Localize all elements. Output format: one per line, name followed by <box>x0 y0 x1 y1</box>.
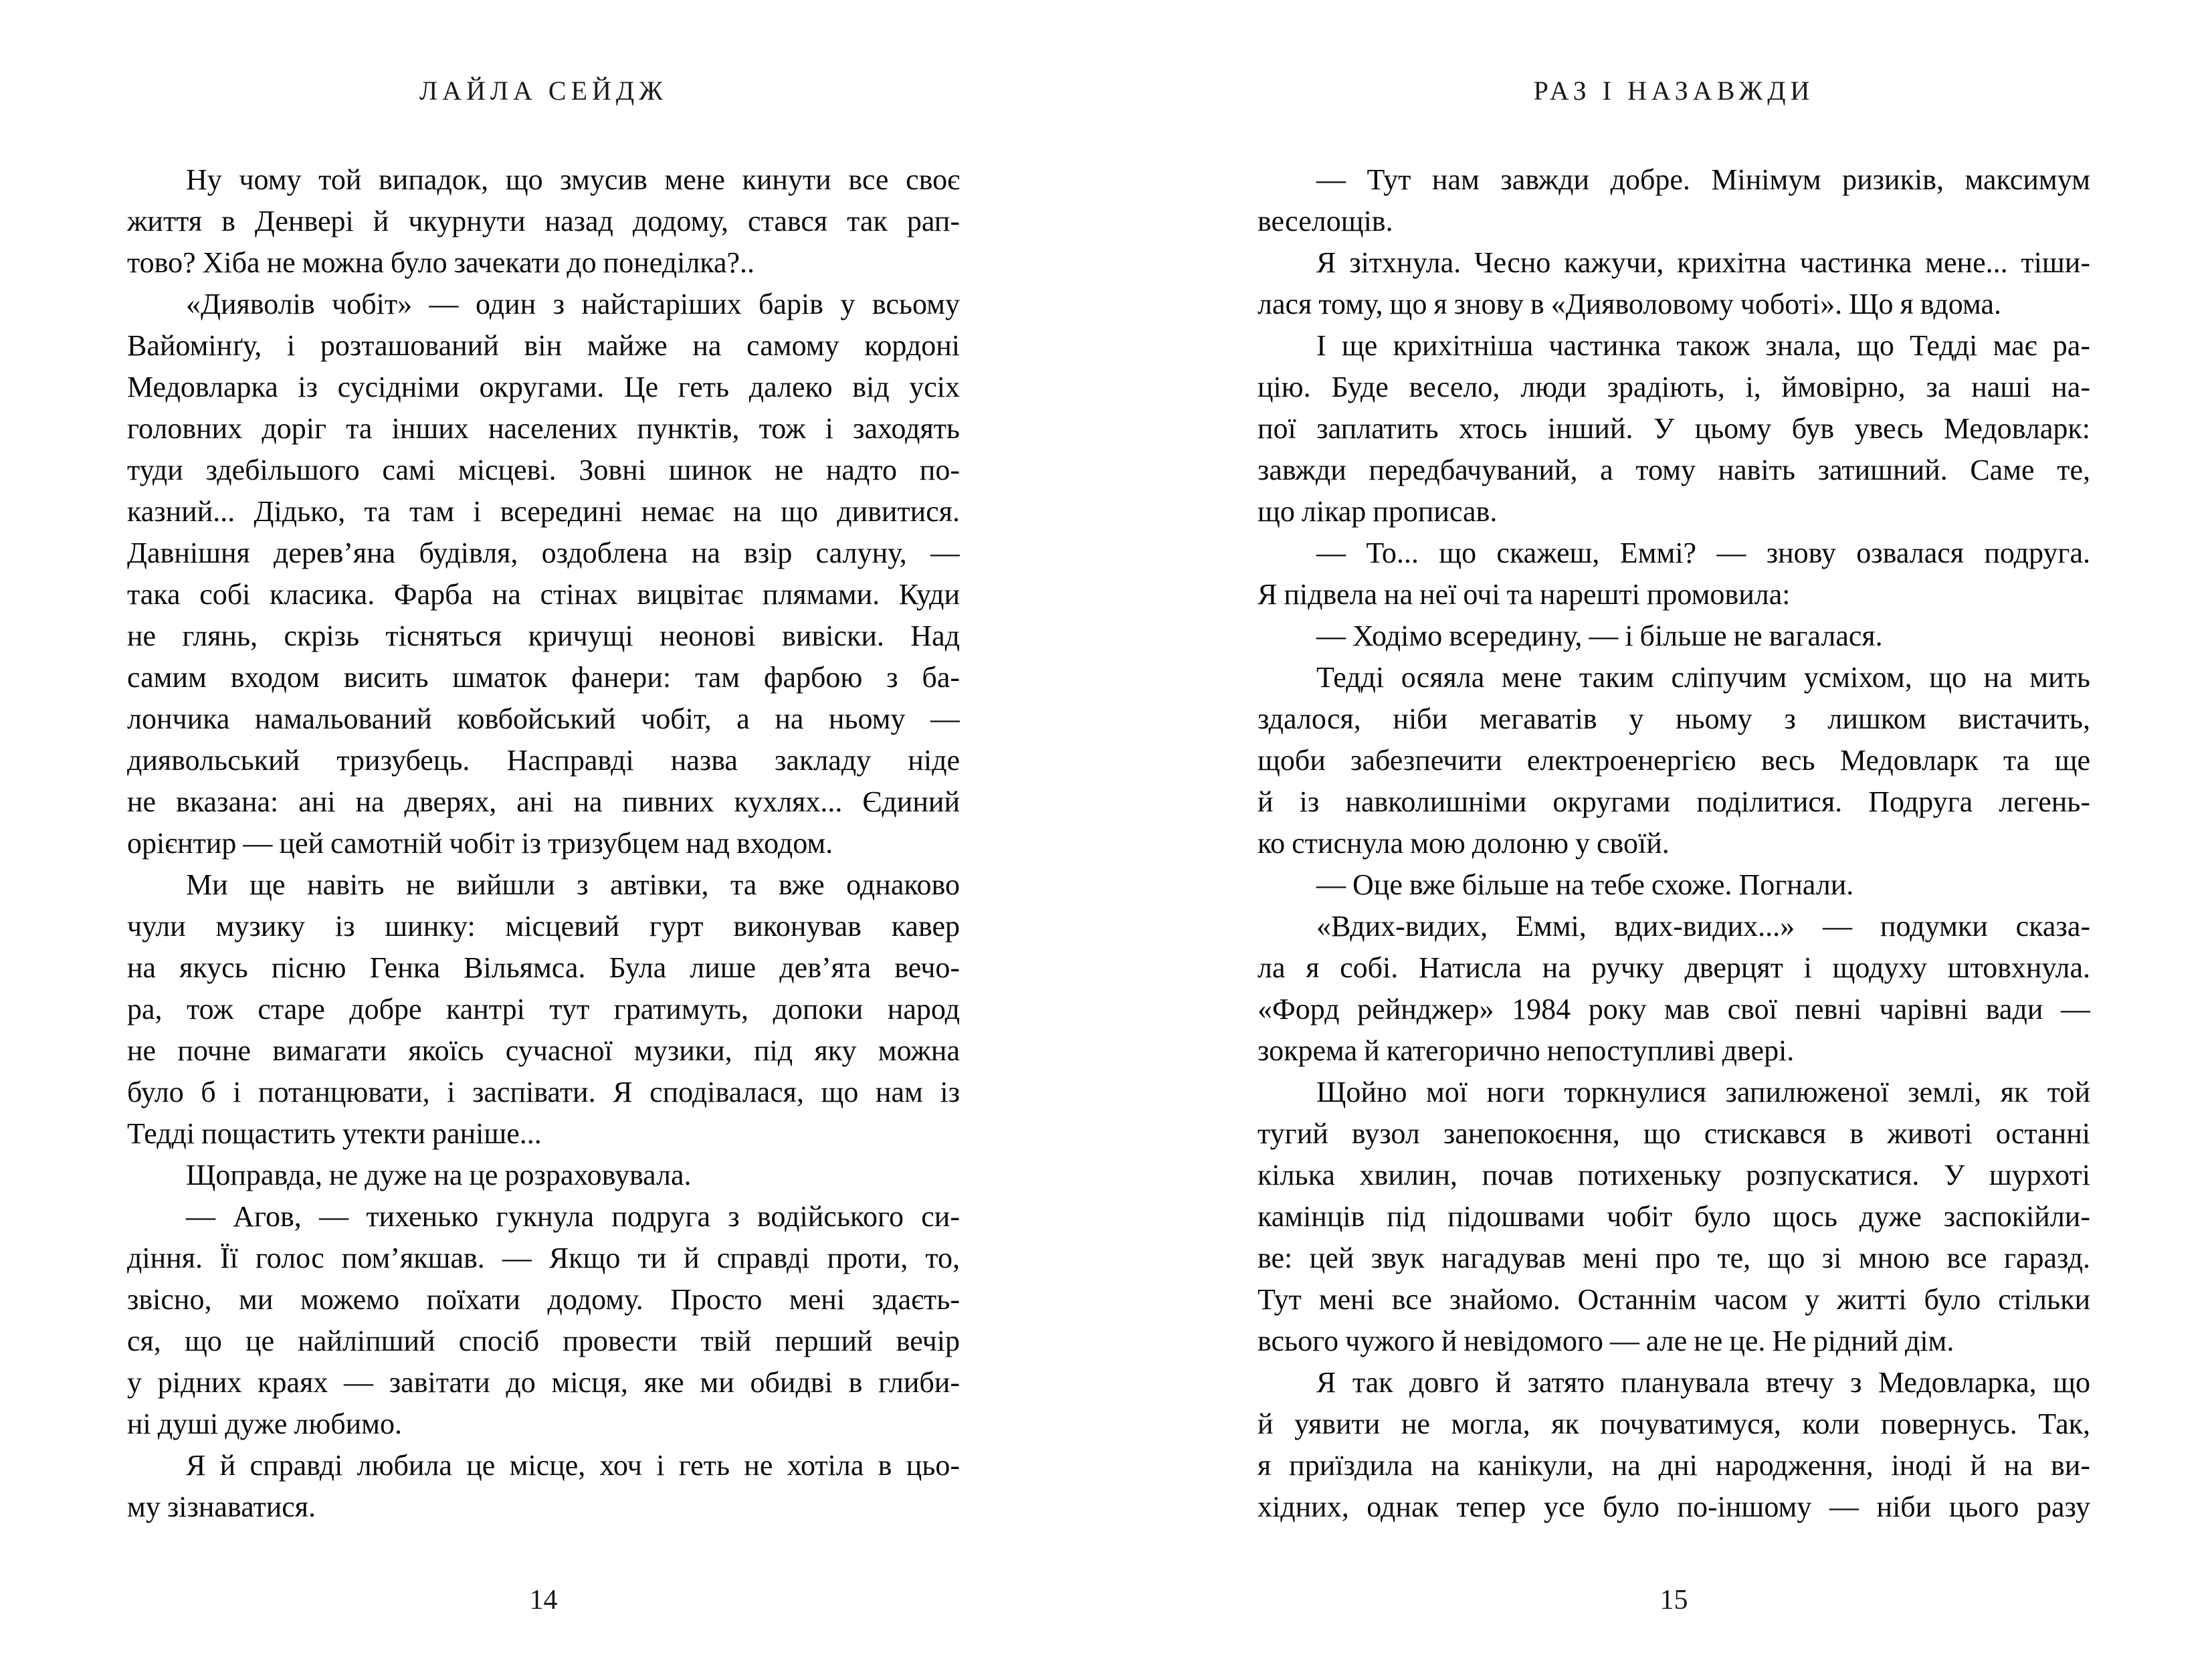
text-line: Щойно мої ноги торкнулися запилюженої землі, як той <box>1316 1076 2090 1108</box>
paragraph <box>1258 325 2090 532</box>
body-text-left <box>127 159 960 1528</box>
paragraph <box>1258 1072 2090 1362</box>
text-line: було б і потанцювати, і заспівати. Я сподівалася, що нам із <box>127 1076 960 1108</box>
text-line: ся, що це найліпший спосіб провести твій перший вечір <box>127 1325 960 1357</box>
text-line: що лікар прописав. <box>1258 495 1498 528</box>
text-line: й із навколишніми округами поділитися. Подруга легень- <box>1258 785 2090 818</box>
text-line: Тедді осяяла мене таким сліпучим усміхом, що на мить <box>1316 661 2090 694</box>
text-line: ра, тож старе добре кантрі тут гратимуть, допоки народ <box>127 993 960 1026</box>
text-line: ве: цей звук нагадував мені про те, що зі мною все гаразд. <box>1258 1242 2090 1274</box>
text-line: камінців під підошвами чобіт було щось дуже заспокійли- <box>1258 1200 2090 1233</box>
text-line: завжди передбачуваний, а тому навіть затишний. Саме те, <box>1258 454 2090 486</box>
text-line: зокрема й категорично непоступливі двері. <box>1258 1034 1795 1067</box>
paragraph <box>127 1196 960 1445</box>
text-line: Медовларка із сусідніми округами. Це геть далеко від усіх <box>127 371 960 403</box>
text-line: не почне вимагати якоїсь сучасної музики, під яку можна <box>127 1034 960 1067</box>
text-line: ла я собі. Натисла на ручку дверцят і щодуху штовхнула. <box>1258 951 2090 984</box>
text-line: самим входом висить шматок фанери: там фарбою з ба- <box>127 661 960 694</box>
paragraph <box>1258 906 2090 1072</box>
text-line: Я так довго й затято планувала втечу з Медовларка, що <box>1316 1366 2090 1399</box>
paragraph <box>1258 1362 2090 1528</box>
text-line: здалося, ніби мегаватів у ньому з лишком вистачить, <box>1258 702 2090 735</box>
text-line: головних доріг та інших населених пунктів, тож і заходять <box>127 412 960 445</box>
page-right <box>1258 0 2090 1659</box>
text-line: туди здебільшого самі місцеві. Зовні шинок не надто по- <box>127 454 960 486</box>
text-line: всього чужого й невідомого — але не це. Не рідний дім. <box>1258 1325 1954 1357</box>
text-line: звісно, ми можемо поїхати додому. Просто мені здаєть- <box>127 1283 960 1316</box>
text-line: — Тут нам завжди добре. Мінімум ризиків, максимум <box>1316 163 2090 196</box>
text-line: казний... Дідько, та там і всередині немає на що дивитися. <box>127 495 960 528</box>
text-line: хідних, однак тепер усе було по-іншому — ніби цього разу <box>1258 1490 2090 1523</box>
paragraph <box>127 864 960 1155</box>
text-line: життя в Денвері й чкурнути назад додому, стався так рап- <box>127 205 960 237</box>
text-line: — То... що скажеш, Еммі? — знову озвалася подруга. <box>1316 536 2090 569</box>
text-line: Я зітхнула. Чесно кажучи, крихітна частинка мене... тіши- <box>1316 246 2090 279</box>
text-line: ні душі дуже любимо. <box>127 1407 403 1440</box>
paragraph <box>127 1155 960 1196</box>
text-line: диявольський тризубець. Насправді назва закладу ніде <box>127 744 960 777</box>
paragraph <box>1258 615 2090 657</box>
body-text-right <box>1258 159 2090 1528</box>
text-line: — Ходімо всередину, — і більше не вагалася. <box>1316 619 1883 652</box>
paragraph <box>1258 159 2090 242</box>
page-number-left: 14 <box>529 1585 558 1616</box>
text-line: цію. Буде весело, люди зрадіють, і, ймовірно, за наші на- <box>1258 371 2090 403</box>
text-line: у рідних краях — завітати до місця, яке ми обидві в глиби- <box>127 1366 960 1399</box>
text-line: ко стиснула мою долоню у своїй. <box>1258 827 1670 860</box>
text-line: діння. Її голос пом’якшав. — Якщо ти й справді проти, то, <box>127 1242 960 1274</box>
text-line: лася тому, що я знову в «Дияволовому чоботі». Що я вдома. <box>1258 288 2002 320</box>
text-line: — Оце вже більше на тебе схоже. Погнали. <box>1316 868 1854 901</box>
paragraph <box>1258 532 2090 615</box>
text-line: на якусь пісню Генка Вільямса. Була лише дев’ята вечо- <box>127 951 960 984</box>
text-line: орієнтир — цей самотній чобіт із тризубцем над входом. <box>127 827 833 860</box>
paragraph <box>1258 864 2090 906</box>
text-line: така собі класика. Фарба на стінах вицвітає плямами. Куди <box>127 578 960 611</box>
text-line: Ну чому той випадок, що змусив мене кинути все своє <box>186 163 960 196</box>
text-line: пої заплатить хтось інший. У цьому був увесь Медовларк: <box>1258 412 2090 445</box>
paragraph <box>127 284 960 864</box>
text-line: лончика намальований ковбойський чобіт, а на ньому — <box>127 702 960 735</box>
text-line: щоби забезпечити електроенергією весь Медовларк та ще <box>1258 744 2090 777</box>
text-line: «Вдих-видих, Еммі, вдих-видих...» — подумки сказа- <box>1316 910 2090 943</box>
text-line: «Дияволів чобіт» — один з найстаріших барів у всьому <box>186 288 960 320</box>
text-line: Вайомінґу, і розташований він майже на самому кордоні <box>127 329 960 362</box>
text-line: не вказана: ані на дверях, ані на пивних кухлях... Єдиний <box>127 785 960 818</box>
text-line: й уявити не могла, як почуватимуся, коли повернусь. Так, <box>1258 1407 2090 1440</box>
text-line: му зізнаватися. <box>127 1490 316 1523</box>
paragraph <box>127 1445 960 1528</box>
text-line: Тут мені все знайомо. Останнім часом у житті було стільки <box>1258 1283 2090 1316</box>
text-line: Ми ще навіть не вийшли з автівки, та вже однаково <box>186 868 960 901</box>
paragraph <box>1258 242 2090 325</box>
text-line: «Форд рейнджер» 1984 року мав свої певні чарівні вади — <box>1258 993 2090 1026</box>
text-line: я приїздила на канікули, на дні народження, іноді й на ви- <box>1258 1449 2090 1482</box>
text-line: тово? Хіба не можна було зачекати до понеділка?.. <box>127 246 755 279</box>
text-line: Я й справді любила це місце, хоч і геть не хотіла в цьо- <box>186 1449 960 1482</box>
running-header-author: ЛАЙЛА СЕЙДЖ <box>419 76 668 106</box>
text-line: — Агов, — тихенько гукнула подруга з водійського си- <box>186 1200 960 1233</box>
text-line: чули музику із шинку: місцевий гурт виконував кавер <box>127 910 960 943</box>
text-line: кілька хвилин, почав потихеньку розпускатися. У шурхоті <box>1258 1159 2090 1191</box>
text-line: тугий вузол занепокоєння, що стискався в животі останні <box>1258 1117 2090 1150</box>
text-line: Тедді пощастить утекти раніше... <box>127 1117 542 1150</box>
page-left <box>127 0 960 1659</box>
text-line: Щоправда, не дуже на це розраховувала. <box>186 1159 692 1191</box>
text-line: Давнішня дерев’яна будівля, оздоблена на взір салуну, — <box>127 536 960 569</box>
running-header-title: РАЗ І НАЗАВЖДИ <box>1533 76 1815 106</box>
paragraph <box>1258 657 2090 864</box>
page-number-right: 15 <box>1660 1585 1688 1616</box>
paragraph <box>127 159 960 284</box>
text-line: веселощів. <box>1258 205 1393 237</box>
text-line: Я підвела на неї очі та нарешті промовила: <box>1258 578 1791 611</box>
text-line: не глянь, скрізь тісняться кричущі неонові вивіски. Над <box>127 619 960 652</box>
text-line: І ще крихітніша частинка також знала, що Тедді має ра- <box>1316 329 2090 362</box>
